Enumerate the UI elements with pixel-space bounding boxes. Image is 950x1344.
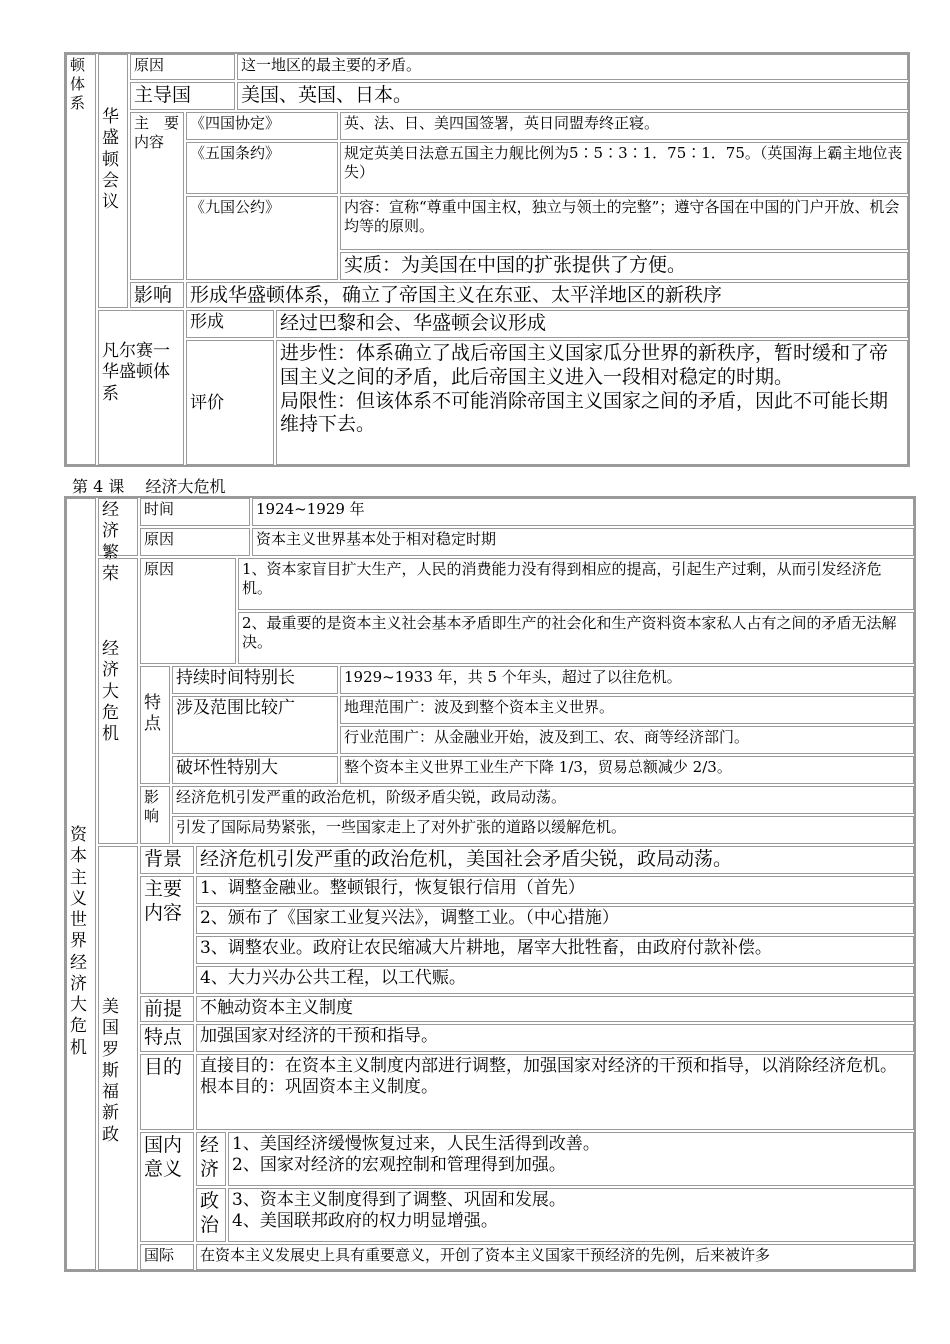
goal-fundamental: 根本目的：巩固资本主义制度。 [200, 1077, 438, 1098]
cell-washington-conference: 华盛顿会议 [98, 54, 128, 308]
cell-crisis-reason-1: 1、资本家盲目扩大生产，人民的消费能力没有得到相应的提高，引起生产过剩，从而引发经济危机。 [238, 558, 914, 610]
cell-background-label: 背景 [140, 846, 194, 874]
cell-crisis-reason-label: 原因 [140, 558, 236, 664]
cell-influence-label: 影响 [130, 282, 184, 308]
cell-five-power-text: 规定英美日法意五国主力舰比例为5∶5∶3∶1．75∶1．75。（英国海上霸主地位丧失） [340, 142, 908, 194]
cell-impact-label: 影响 [140, 786, 170, 844]
cell-impact-2: 引发了国际局势紧张，一些国家走上了对外扩张的道路以缓解危机。 [172, 816, 914, 844]
cell-boom-reason-label: 原因 [140, 528, 250, 556]
cell-four-power-text: 英、法、日、美四国签署，英日同盟寿终正寝。 [340, 112, 908, 140]
cell-crisis-label: 经济大危机 [98, 558, 138, 844]
politics-point-2: 4、美国联邦政府的权力明显增强。 [232, 1211, 498, 1232]
cell-nine-power-text: 内容：宣称“尊重中国主权，独立与领土的完整”；遵守各国在中国的门户开放、机会均等的原则。 [340, 196, 908, 250]
cell-new-deal-label: 美国罗斯福新政 [98, 846, 138, 1270]
cell-measure-4: 4、大力兴办公共工程，以工代赈。 [196, 966, 914, 994]
cell-measure-3: 3、调整农业。政府让农民缩减大片耕地，屠宰大批牲畜，由政府付款补偿。 [196, 936, 914, 964]
cell-feature-1-text: 1929~1933 年，共 5 个年头，超过了以往危机。 [340, 666, 914, 694]
cell-feature-label: 特点 [140, 666, 170, 784]
cell-boom-label: 经济繁荣 [98, 498, 138, 556]
cell-trait-text: 加强国家对经济的干预和指导。 [196, 1024, 914, 1052]
cell-feature-2-text-2: 行业范围广：从金融业开始，波及到工、农、商等经济部门。 [340, 726, 914, 754]
cell-system-name: 顿体系 [66, 54, 96, 465]
cell-measure-2: 2、颁布了《国家工业复兴法》，调整工业。（中心措施） [196, 906, 914, 934]
cell-main-content-label: 主 要内容 [130, 112, 184, 280]
cell-feature-1-label: 持续时间特别长 [172, 666, 338, 694]
cell-leading-text: 美国、英国、日本。 [237, 82, 908, 110]
cell-time-label: 时间 [140, 498, 250, 526]
cell-evaluation-label: 评价 [186, 340, 274, 465]
cell-crisis-reason-2: 2、最重要的是资本主义社会基本矛盾即生产的社会化和生产资料资本家私人占有之间的矛盾无法解决。 [238, 612, 914, 664]
cell-nine-power-essence: 实质：为美国在中国的扩张提供了方便。 [340, 252, 908, 280]
cell-feature-3-text: 整个资本主义世界工业生产下降 1/3，贸易总额减少 2/3。 [340, 756, 914, 784]
cell-economy-text [228, 1132, 914, 1186]
cell-background-text: 经济危机引发严重的政治危机，美国社会矛盾尖锐，政局动荡。 [196, 846, 914, 874]
cell-influence-text: 形成华盛顿体系，确立了帝国主义在东亚、太平洋地区的新秩序 [186, 282, 908, 308]
cell-reason-text: 这一地区的最主要的矛盾。 [237, 54, 908, 80]
cell-international-label: 国际 [140, 1244, 194, 1270]
cell-feature-3-label: 破坏性特别大 [172, 756, 338, 784]
cell-formation-label: 形成 [186, 310, 274, 338]
cell-five-power-title: 《五国条约》 [186, 142, 338, 194]
cell-impact-1: 经济危机引发严重的政治危机，阶级矛盾尖锐，政局动荡。 [172, 786, 914, 814]
cell-four-power-title: 《四国协定》 [186, 112, 338, 140]
cell-time-text: 1924~1929 年 [252, 498, 914, 526]
cell-goal-label: 目的 [140, 1054, 194, 1130]
cell-reason-label: 原因 [130, 54, 235, 80]
cell-measure-1: 1、调整金融业。整顿银行，恢复银行信用（首先） [196, 876, 914, 904]
cell-world-crisis: 资本主义世界经济大危机 [66, 498, 96, 1270]
cell-domestic-significance-label: 国内意义 [140, 1132, 194, 1242]
cell-main-measures-label: 主要内容 [140, 876, 194, 994]
evaluation-progressive: 进步性：体系确立了战后帝国主义国家瓜分世界的新秩序，暂时缓和了帝国主义之间的矛盾，此后帝国主义进入一段相对稳定的时期。 [280, 342, 889, 388]
cell-politics-label: 政治 [196, 1188, 226, 1242]
cell-versailles-washington: 凡尔赛一华盛顿体系 [98, 310, 184, 465]
cell-premise-label: 前提 [140, 996, 194, 1022]
cell-nine-power-title: 《九国公约》 [186, 196, 338, 280]
cell-formation-text: 经过巴黎和会、华盛顿会议形成 [276, 310, 908, 338]
cell-feature-2-label: 涉及范围比较广 [172, 696, 338, 754]
cell-evaluation-text [276, 340, 908, 465]
economy-point-2: 2、国家对经济的宏观控制和管理得到加强。 [232, 1155, 566, 1176]
cell-boom-reason-text: 资本主义世界基本处于相对稳定时期 [252, 528, 914, 556]
cell-feature-2-text-1: 地理范围广：波及到整个资本主义世界。 [340, 696, 914, 724]
cell-goal-text [196, 1054, 914, 1130]
lesson-title: 第 4 课 经济大危机 [72, 477, 226, 496]
cell-leading-label: 主导国 [130, 82, 235, 110]
evaluation-limitation: 局限性：但该体系不可能消除帝国主义国家之间的矛盾，因此不可能长期维持下去。 [280, 389, 889, 436]
cell-international-text: 在资本主义发展史上具有重要意义，开创了资本主义国家干预经济的先例，后来被许多 [196, 1244, 914, 1270]
cell-economy-label: 经济 [196, 1132, 226, 1186]
cell-politics-text [228, 1188, 914, 1242]
cell-premise-text: 不触动资本主义制度 [196, 996, 914, 1022]
economy-point-1: 1、美国经济缓慢恢复过来，人民生活得到改善。 [232, 1134, 600, 1154]
cell-trait-label: 特点 [140, 1024, 194, 1052]
politics-point-1: 3、资本主义制度得到了调整、巩固和发展。 [232, 1190, 566, 1210]
goal-direct: 直接目的：在资本主义制度内部进行调整，加强国家对经济的干预和指导，以消除经济危机。 [200, 1056, 897, 1076]
